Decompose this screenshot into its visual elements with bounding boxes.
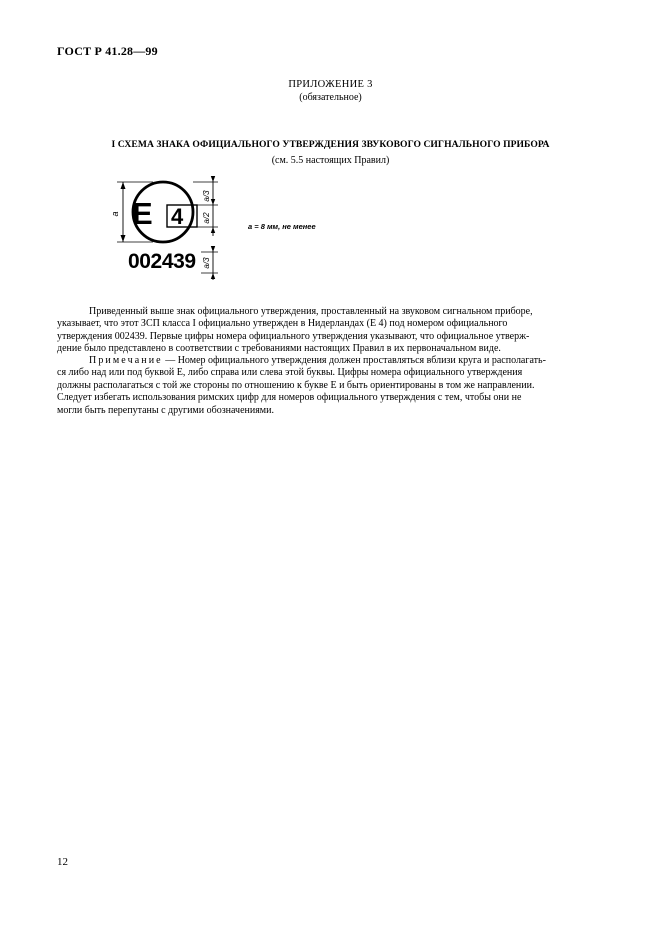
note-first-line-text: — Номер официального утверждения должен проставляться вблизи круга и располагать-	[162, 355, 546, 366]
document-code: ГОСТ Р 41.28—99	[57, 44, 158, 58]
page-number: 12	[57, 856, 68, 868]
section-reference: (см. 5.5 настоящих Правил)	[271, 155, 390, 166]
paragraph-line: дение было представлено в соответствии с требованиями настоящих Правил в их первоначальном виде.	[57, 343, 501, 355]
dim-a-label: a	[110, 211, 120, 217]
paragraph-line: утверждения 002439. Первые цифры номера официального утверждения указывают, что официальное утверж-	[57, 330, 530, 342]
approval-number: 002439	[128, 250, 196, 273]
mark-letter-e: E	[132, 196, 153, 231]
dim-a3-bottom-label: a/3	[202, 257, 211, 269]
note-first-line	[89, 355, 602, 367]
dim-a3-top-label: a/3	[202, 190, 211, 202]
country-number: 4	[171, 204, 184, 229]
size-note: a = 8 мм, не менее	[248, 222, 316, 231]
note-line: должны располагаться с той же стороны по отношению к букве Е и быть ориентированы в том же направлении.	[57, 379, 535, 391]
appendix-title: ПРИЛОЖЕНИЕ 3	[288, 79, 373, 90]
dim-a2-label: a/2	[202, 212, 211, 224]
approval-mark-diagram	[105, 172, 335, 287]
section-title: I СХЕМА ЗНАКА ОФИЦИАЛЬНОГО УТВЕРЖДЕНИЯ ЗВУКОВОГО СИГНАЛЬНОГО ПРИБОРА	[111, 139, 550, 150]
appendix-subtitle: (обязательное)	[299, 92, 362, 103]
paragraph-line: Приведенный выше знак официального утверждения, проставленный на звуковом сигнальном приборе,	[89, 306, 533, 317]
note-label: Примечание	[89, 355, 163, 366]
note-line: ся либо над или под буквой Е, либо справа или слева этой буквы. Цифры номера официального утверждения	[57, 367, 523, 379]
note-line: Следует избегать использования римских цифр для номеров официального утверждения с тем, чтобы они не	[57, 392, 522, 404]
note-paragraph	[57, 355, 602, 417]
explanation-paragraph	[57, 306, 602, 356]
dimension-bottom	[201, 246, 218, 280]
note-line: могли быть перепутаны с другими обозначениями.	[57, 404, 274, 416]
paragraph-line: указывает, что этот ЗСП класса I официально утвержден в Нидерландах (Е 4) под номером официального	[57, 318, 508, 330]
